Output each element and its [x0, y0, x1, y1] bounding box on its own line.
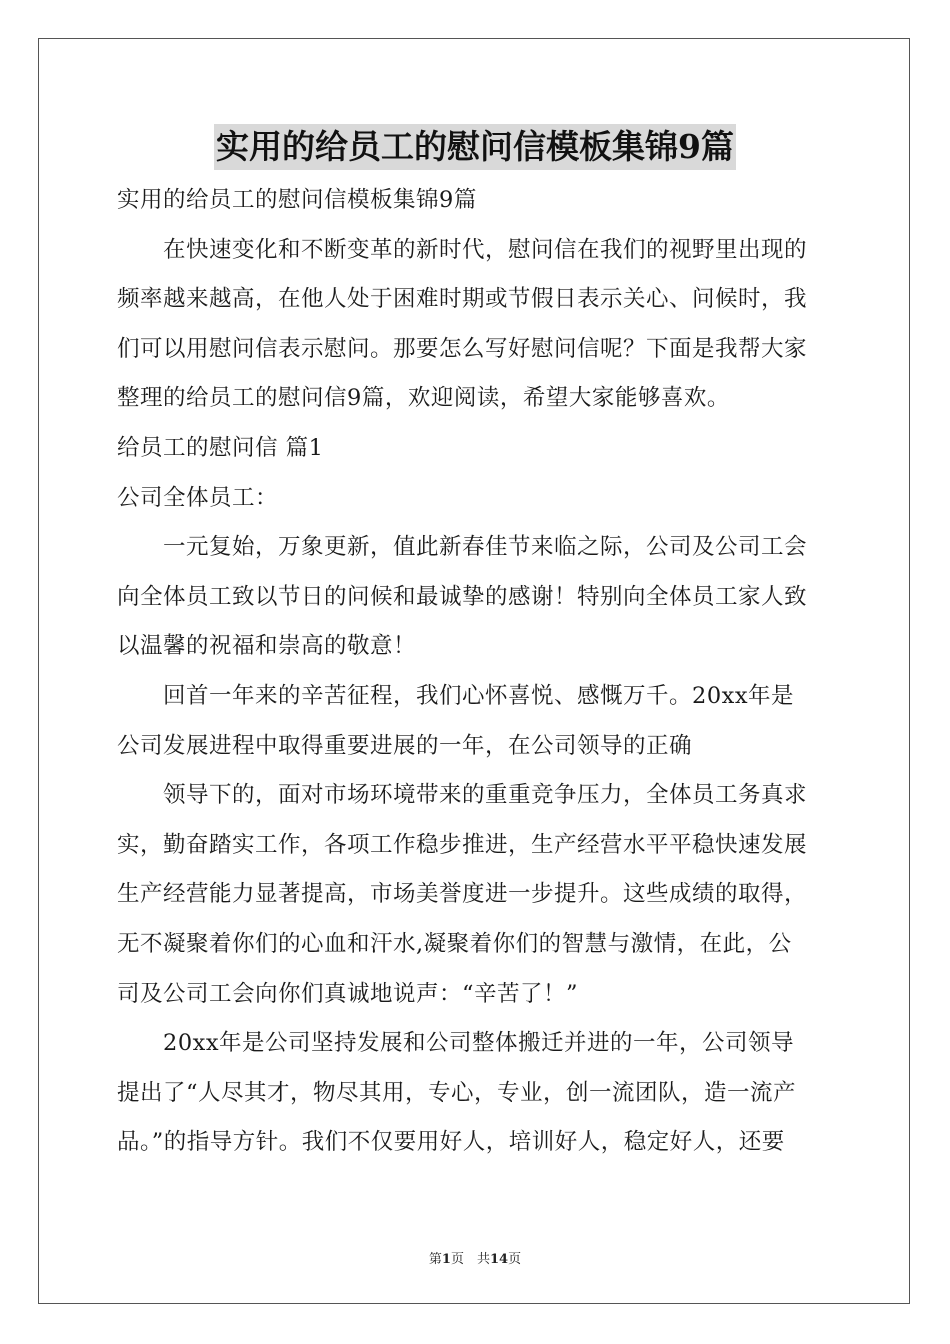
text-line: 无不凝聚着你们的心血和汗水,凝聚着你们的智慧与激情，在此，公: [117, 930, 792, 957]
text-line: 公司发展进程中取得重要进展的一年，在公司领导的正确: [117, 732, 693, 759]
text-line: 频率越来越高，在他人处于困难时期或节假日表示关心、问候时，我: [117, 286, 808, 313]
page-mid: 页 共: [450, 1252, 490, 1267]
text-line: 以温馨的祝福和崇高的敬意！: [117, 633, 417, 660]
document-title: 实用的给员工的慰问信模板集锦9篇: [214, 124, 736, 170]
text-line: 领导下的，面对市场环境带来的重重竞争压力，全体员工务真求: [163, 782, 808, 809]
text-line: 们可以用慰问信表示慰问。那要怎么写好慰问信呢？下面是我帮大家: [117, 335, 808, 362]
text-line: 回首一年来的辛苦征程，我们心怀喜悦、感慨万千。20xx年是: [163, 682, 795, 709]
text-line: 在快速变化和不断变革的新时代，慰问信在我们的视野里出现的: [163, 236, 808, 263]
text-line: 公司全体员工：: [117, 484, 279, 511]
text-line: 实用的给员工的慰问信模板集锦9篇: [117, 187, 477, 213]
page-current: 1: [441, 1252, 451, 1267]
page-suffix: 页: [508, 1252, 522, 1267]
text-line: 生产经营能力显著提高，市场美誉度进一步提升。这些成绩的取得，: [117, 881, 808, 908]
text-line: 向全体员工致以节日的问候和最诚挚的感谢！特别向全体员工家人致: [117, 583, 808, 610]
page-prefix: 第: [428, 1252, 442, 1267]
text-line: 整理的给员工的慰问信9篇，欢迎阅读，希望大家能够喜欢。: [117, 385, 730, 412]
text-line: 给员工的慰问信 篇1: [117, 434, 324, 461]
text-line: 司及公司工会向你们真诚地说声：“辛苦了！”: [117, 980, 579, 1007]
document-body: [117, 176, 833, 1168]
page-footer: [0, 1248, 950, 1267]
text-line: 实，勤奋踏实工作，各项工作稳步推进，生产经营水平平稳快速发展: [117, 831, 808, 858]
text-line: 一元复始，万象更新，值此新春佳节来临之际，公司及公司工会: [163, 534, 808, 561]
text-line: 品。”的指导方针。我们不仅要用好人，培训好人，稳定好人，还要: [117, 1129, 785, 1156]
page-total: 14: [489, 1252, 509, 1267]
title-container: [0, 124, 950, 170]
text-line: 20xx年是公司坚持发展和公司整体搬迁并进的一年，公司领导: [163, 1030, 795, 1057]
text-line: 提出了“人尽其才，物尽其用，专心，专业，创一流团队，造一流产: [117, 1079, 797, 1106]
